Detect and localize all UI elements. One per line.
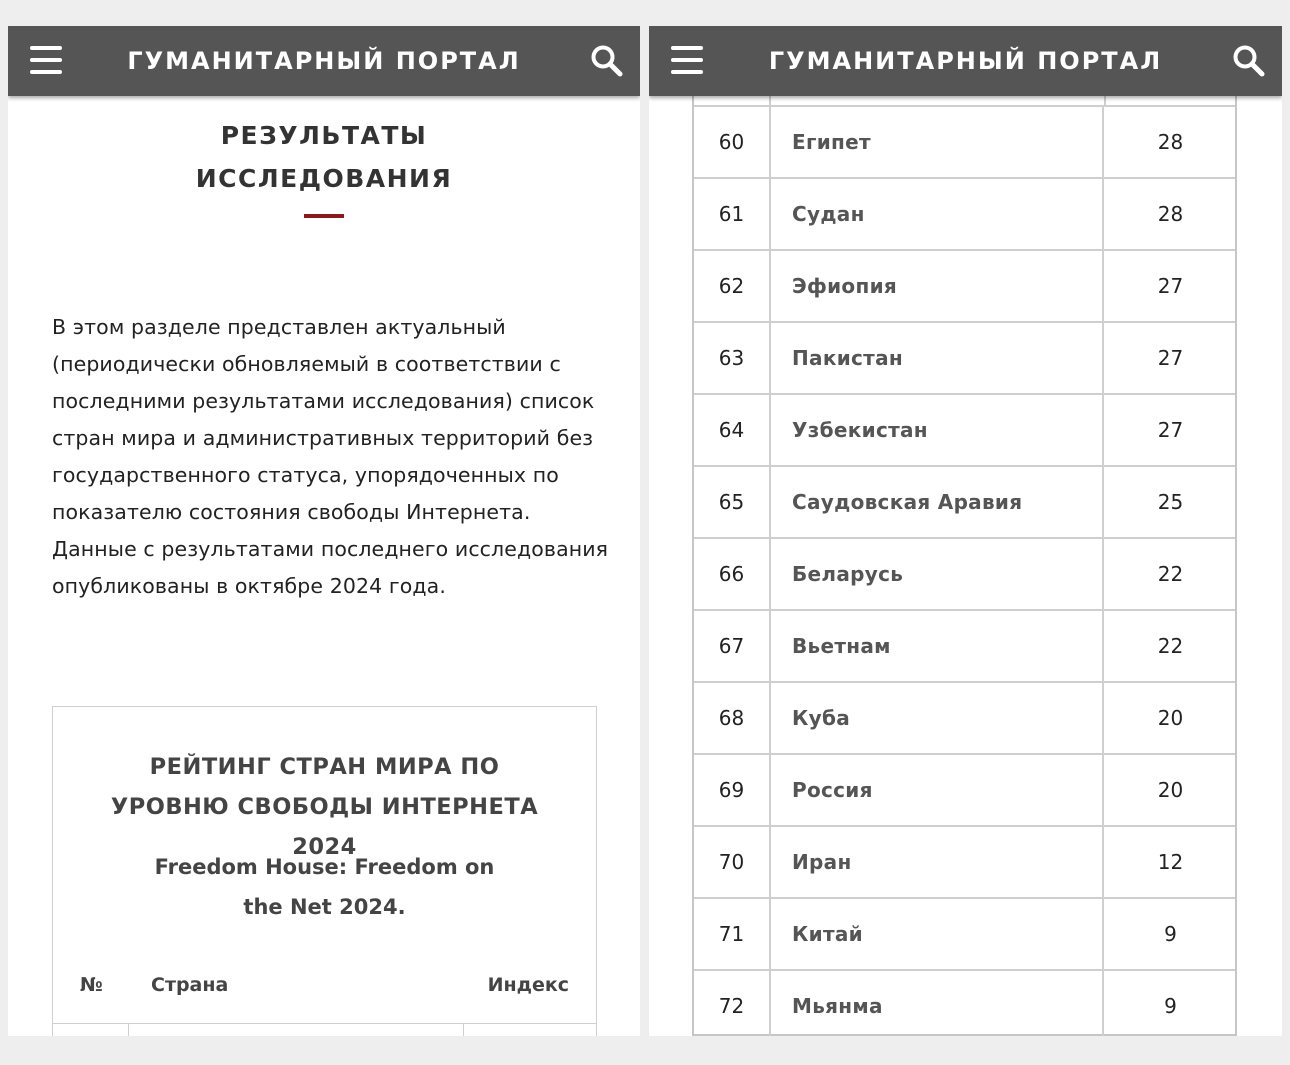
- country-cell: Россия: [771, 755, 1104, 825]
- site-header: [649, 26, 1282, 96]
- search-icon[interactable]: [1232, 44, 1266, 78]
- site-header: [8, 26, 640, 96]
- intro-paragraph: В этом разделе представлен актуальный (периодически обновляемый в соответствии с последними результатами исследования) список стран мира и административных территорий без государственного статуса, упорядоченных по показателю состояния свободы Интернета. Данные с результатами последнего исследования опубликованы в октябре 2024 года.: [52, 315, 609, 598]
- table-row: [694, 825, 1235, 897]
- column-header-number: №: [80, 974, 103, 996]
- index-cell: 28: [1157, 202, 1184, 226]
- rating-title: РЕЙТИНГ СТРАН МИРА ПО УРОВНЮ СВОБОДЫ ИНТЕРНЕТА 2024: [110, 754, 539, 860]
- table-row: [694, 393, 1235, 465]
- site-brand[interactable]: ГУМАНИТАРНЫЙ ПОРТАЛ: [127, 47, 521, 75]
- rank-cell: 65: [694, 467, 771, 537]
- country-cell: Египет: [771, 107, 1104, 177]
- rank-cell: 66: [694, 539, 771, 609]
- country-cell: Пакистан: [771, 323, 1104, 393]
- index-cell: 9: [1164, 922, 1177, 946]
- table-row: [694, 321, 1235, 393]
- column-divider: [463, 1023, 464, 1036]
- country-cell: Иран: [771, 827, 1104, 897]
- column-divider: [1104, 96, 1106, 105]
- rating-table: [692, 96, 1237, 1036]
- table-row: [694, 969, 1235, 1036]
- column-divider: [769, 96, 771, 105]
- table-row: [694, 753, 1235, 825]
- index-cell: 20: [1157, 706, 1184, 730]
- index-cell: 28: [1157, 130, 1184, 154]
- rating-card: [52, 706, 597, 1036]
- country-cell: Судан: [771, 179, 1104, 249]
- rank-cell: 70: [694, 827, 771, 897]
- country-cell: Эфиопия: [771, 251, 1104, 321]
- table-row: [694, 465, 1235, 537]
- country-cell: Беларусь: [771, 539, 1104, 609]
- index-cell: 25: [1157, 490, 1184, 514]
- column-header-index: Индекс: [487, 974, 569, 996]
- country-cell: Вьетнам: [771, 611, 1104, 681]
- left-screen: [8, 26, 640, 1036]
- country-cell: Куба: [771, 683, 1104, 753]
- index-cell: 12: [1157, 850, 1184, 874]
- rank-cell: 62: [694, 251, 771, 321]
- right-screen: [649, 26, 1282, 1036]
- table-row: [694, 609, 1235, 681]
- column-divider: [128, 1023, 129, 1036]
- page-title: РЕЗУЛЬТАТЫ ИССЛЕДОВАНИЯ: [195, 121, 453, 193]
- country-cell: Саудовская Аравия: [771, 467, 1104, 537]
- index-cell: 27: [1157, 346, 1184, 370]
- rank-cell: 71: [694, 899, 771, 969]
- index-cell: 9: [1164, 994, 1177, 1018]
- country-cell: Китай: [771, 899, 1104, 969]
- table-row: [694, 105, 1235, 177]
- rank-cell: 64: [694, 395, 771, 465]
- table-row: [694, 177, 1235, 249]
- table-row: [694, 249, 1235, 321]
- rating-source: Freedom House: Freedom on the Net 2024.: [154, 855, 495, 919]
- rank-cell: 61: [694, 179, 771, 249]
- search-icon[interactable]: [590, 44, 624, 78]
- table-row: [694, 681, 1235, 753]
- index-cell: 20: [1157, 778, 1184, 802]
- rank-cell: 63: [694, 323, 771, 393]
- table-row: [694, 537, 1235, 609]
- rank-cell: 72: [694, 971, 771, 1036]
- country-cell: Мьянма: [771, 971, 1104, 1036]
- index-cell: 27: [1157, 274, 1184, 298]
- rank-cell: 60: [694, 107, 771, 177]
- rank-cell: 68: [694, 683, 771, 753]
- index-cell: 22: [1157, 634, 1184, 658]
- hamburger-menu-icon[interactable]: [30, 44, 62, 76]
- title-underline: [304, 214, 344, 218]
- country-cell: Узбекистан: [771, 395, 1104, 465]
- index-cell: 27: [1157, 418, 1184, 442]
- index-cell: 22: [1157, 562, 1184, 586]
- hamburger-menu-icon[interactable]: [671, 44, 703, 76]
- column-header-country: Страна: [151, 974, 229, 996]
- table-divider: [53, 1023, 596, 1024]
- site-brand[interactable]: ГУМАНИТАРНЫЙ ПОРТАЛ: [768, 47, 1163, 75]
- table-row: [694, 897, 1235, 969]
- rank-cell: 67: [694, 611, 771, 681]
- rank-cell: 69: [694, 755, 771, 825]
